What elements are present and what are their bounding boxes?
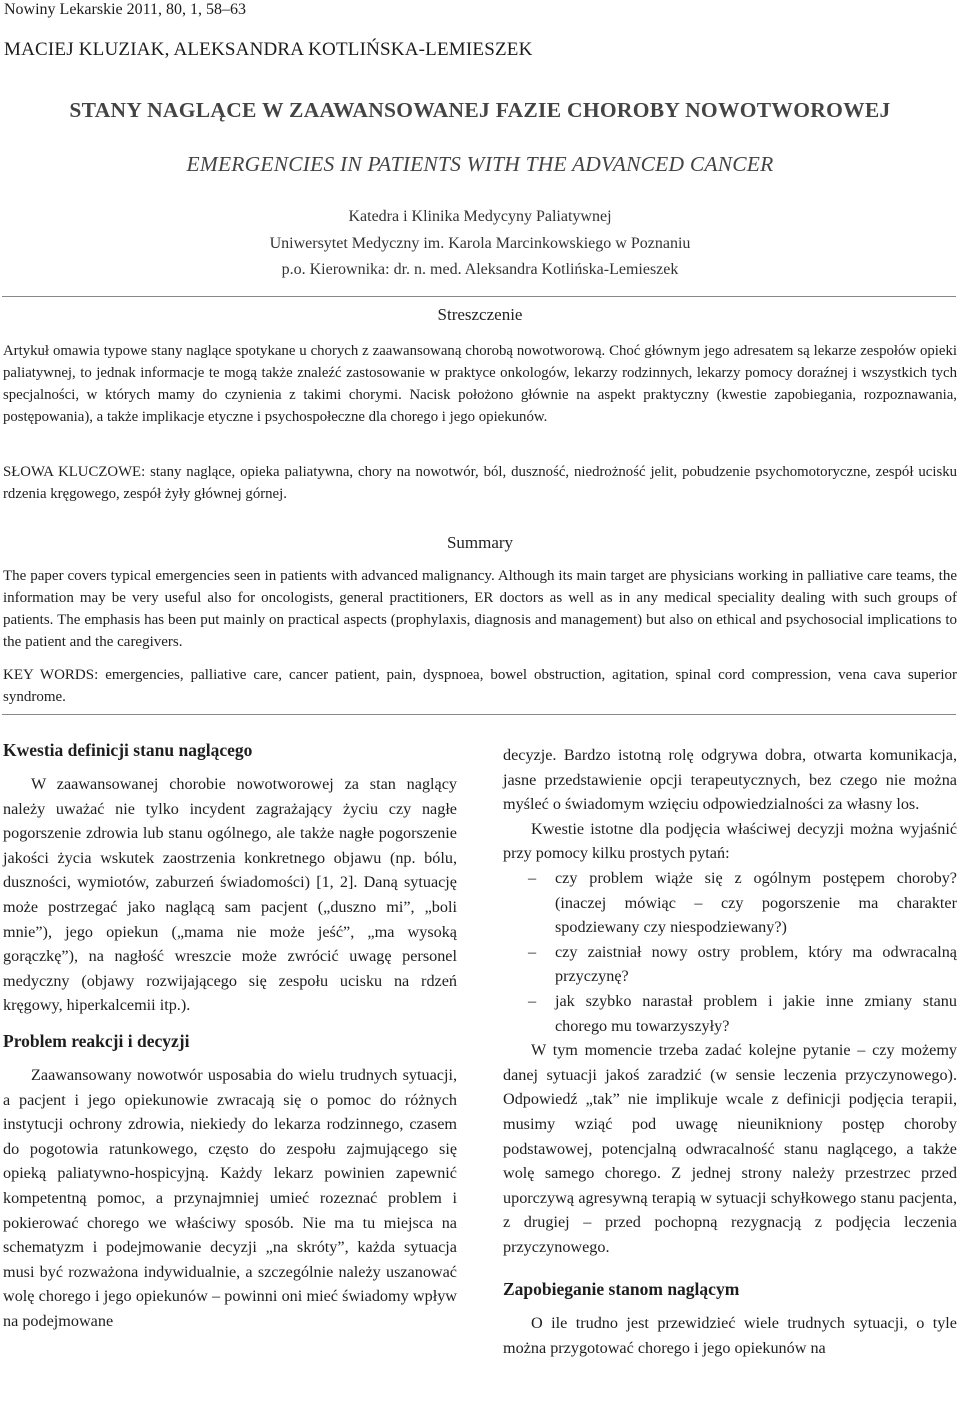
section-heading-prevention: Zapobieganie stanom naglącym xyxy=(503,1279,740,1300)
paragraph-communication: decyzje. Bardzo istotną rolę odgrywa dobra, otwarta komunikacja, jasne przedstawienie opcji terapeutycznych, bez czego nie można myśleć o świadomym wzięciu odpowiedzialności za własny los. xyxy=(503,746,957,814)
question-text: czy problem wiąże się z ogólnym postępem choroby? (inaczej mówiąc – czy pogorszenie ma charakter spodziewany czy niespodziewany?) xyxy=(555,868,957,937)
affiliation-head: p.o. Kierownika: dr. n. med. Aleksandra Kotlińska-Lemieszek xyxy=(281,261,679,278)
body-column-left xyxy=(3,738,457,1333)
dash-bullet: – xyxy=(528,868,537,887)
abstract-pl-heading: Streszczenie xyxy=(437,305,523,324)
list-item xyxy=(503,866,957,940)
question-text: czy zaistniał nowy ostry problem, który ma odwracalną przyczynę? xyxy=(555,942,957,986)
abstract-pl-text: Artykuł omawia typowe stany naglące spotykane u chorych z zaawansowaną chorobą nowotworową. Choć głównym jego adresatem są lekarze zespołów opieki paliatywnej, to jednak informacje te mogą także znaleźć zastosowanie w praktyce onkologów, lekarzy rodzinnych, lekarzy pomocy doraźnej i wszystkich tych specjalności, w których mamy do czynienia z takimi chorymi. Nacisk położono głównie na aspekt praktyczny (kwestie zapobiegania, rozpoznawania, postępowania), a także implikacje etyczne i psychospołeczne dla chorego i jego opiekunów. xyxy=(3,343,957,425)
paragraph-definition: W zaawansowanej chorobie nowotworowej za stan naglący należy uważać nie tylko incydent zagrażający życiu czy nagłe pogorszenie zdrowia lub stanu ogólnego, ale także nagłe pogorszenie jakości życia wskutek zaostrzenia konkretnego objawu (np. bólu, duszności, wymiotów, zaburzeń świadomości) [1, 2]. Daną sytuację może postrzegać jako naglącą sam pacjent („duszno mi”, „boli mnie”), jego opiekun („mama nie może jeść”, „ma wysoką gorączkę”), na nagłość wreszcie może zwrócić uwagę personel medyczny (objawy rozwijającego się zespołu ucisku na rdzeń kręgowy, hiperkalcemii itp.). xyxy=(3,775,457,1015)
affiliation-university: Uniwersytet Medyczny im. Karola Marcinkowskiego w Poznaniu xyxy=(269,234,691,252)
keywords-en: KEY WORDS: emergencies, palliative care, cancer patient, pain, dyspnoea, bowel obstruction, agitation, spinal cord compression, vena cava superior syndrome. xyxy=(3,667,957,705)
section-heading-definition: Kwestia definicji stanu naglącego xyxy=(3,740,253,760)
dash-bullet: – xyxy=(528,991,537,1010)
list-item xyxy=(503,940,957,989)
questions-list xyxy=(503,866,957,1038)
body-column-right xyxy=(503,743,957,1361)
abstract-en-heading: Summary xyxy=(446,533,514,552)
dash-bullet: – xyxy=(528,942,537,961)
keywords-pl: SŁOWA KLUCZOWE: stany naglące, opieka paliatywna, chory na nowotwór, ból, duszność, niedrożność jelit, pobudzenie psychomotoryczne, zespół ucisku rdzenia kręgowego, zespół żyły głównej górnej. xyxy=(3,464,957,502)
affiliation-department: Katedra i Klinika Medycyny Paliatywnej xyxy=(348,208,612,225)
affiliation xyxy=(0,204,960,284)
paragraph-questions-intro: Kwestie istotne dla podjęcia właściwej decyzji można wyjaśnić przy pomocy kilku prostych pytań: xyxy=(503,819,957,863)
divider-bottom xyxy=(2,714,956,715)
question-text: jak szybko narastał problem i jakie inne zmiany stanu chorego mu towarzyszyły? xyxy=(555,991,957,1035)
list-item xyxy=(503,989,957,1038)
abstract-en-text: The paper covers typical emergencies seen in patients with advanced malignancy. Although its main target are physicians working in palliative care teams, the information may be very useful also for oncologists, general practitioners, ER doctors as well as in any medical speciality dealing with such groups of patients. The emphasis has been put mainly on practical aspects (prophylaxis, diagnosis and management) but also on ethical and psychosocial implications to the patient and the caregivers. xyxy=(3,568,957,650)
section-heading-decision: Problem reakcji i decyzji xyxy=(3,1030,190,1051)
paragraph-next-question: W tym momencie trzeba zadać kolejne pytanie – czy możemy danej sytuacji jakoś zaradzić (w sensie leczenia przyczynowego). Odpowiedź „tak” nie implikuje wcale z definicji podjęcia terapii, musimy wziąć pod uwagę nieunikniony postęp choroby podstawowej, potencjalną odwracalność stanu naglącego, a także wolę samego chorego. Z jednej strony należy przestrzec przed uporczywą agresywną terapią w sytuacji schyłkowego stanu pacjenta, z drugiej – przed pochopną rezygnacją z podjęcia leczenia przyczynowego. xyxy=(503,1041,957,1256)
journal-reference: Nowiny Lekarskie 2011, 80, 1, 58–63 xyxy=(4,1,247,18)
paragraph-prevention: O ile trudno jest przewidzieć wiele trudnych sytuacji, o tyle można przygotować chorego i jego opiekunów na xyxy=(503,1314,957,1358)
divider-top xyxy=(2,296,956,297)
paragraph-decision: Zaawansowany nowotwór usposabia do wielu trudnych sytuacji, a pacjent i jego opiekunowie zwracają się o pomoc do różnych instytucji ochrony zdrowia, niekiedy do lekarza rodzinnego, czasem do pogotowia ratunkowego, często do zespołu zajmującego się opieką paliatywno-hospicyjną. Każdy lekarz powinien zapewnić kompetentną pomoc, a przynajmniej umieć rozeznać problem i pokierować chorego we właściwy sposób. Nie ma tu miejsca na schematyzm i podejmowanie decyzji „na skróty”, każda sytuacja musi być rozważona indywidualnie, a szczególnie należy uszanować wolę chorego i jego opiekunów – powinni oni mieć świadomy wpływ na podejmowane xyxy=(3,1065,457,1330)
title-polish: STANY NAGLĄCE W ZAAWANSOWANEJ FAZIE CHOROBY NOWOTWOROWEJ xyxy=(69,98,891,122)
authors: MACIEJ KLUZIAK, ALEKSANDRA KOTLIŃSKA-LEMIESZEK xyxy=(4,39,533,60)
title-english: EMERGENCIES IN PATIENTS WITH THE ADVANCED CANCER xyxy=(186,152,774,176)
